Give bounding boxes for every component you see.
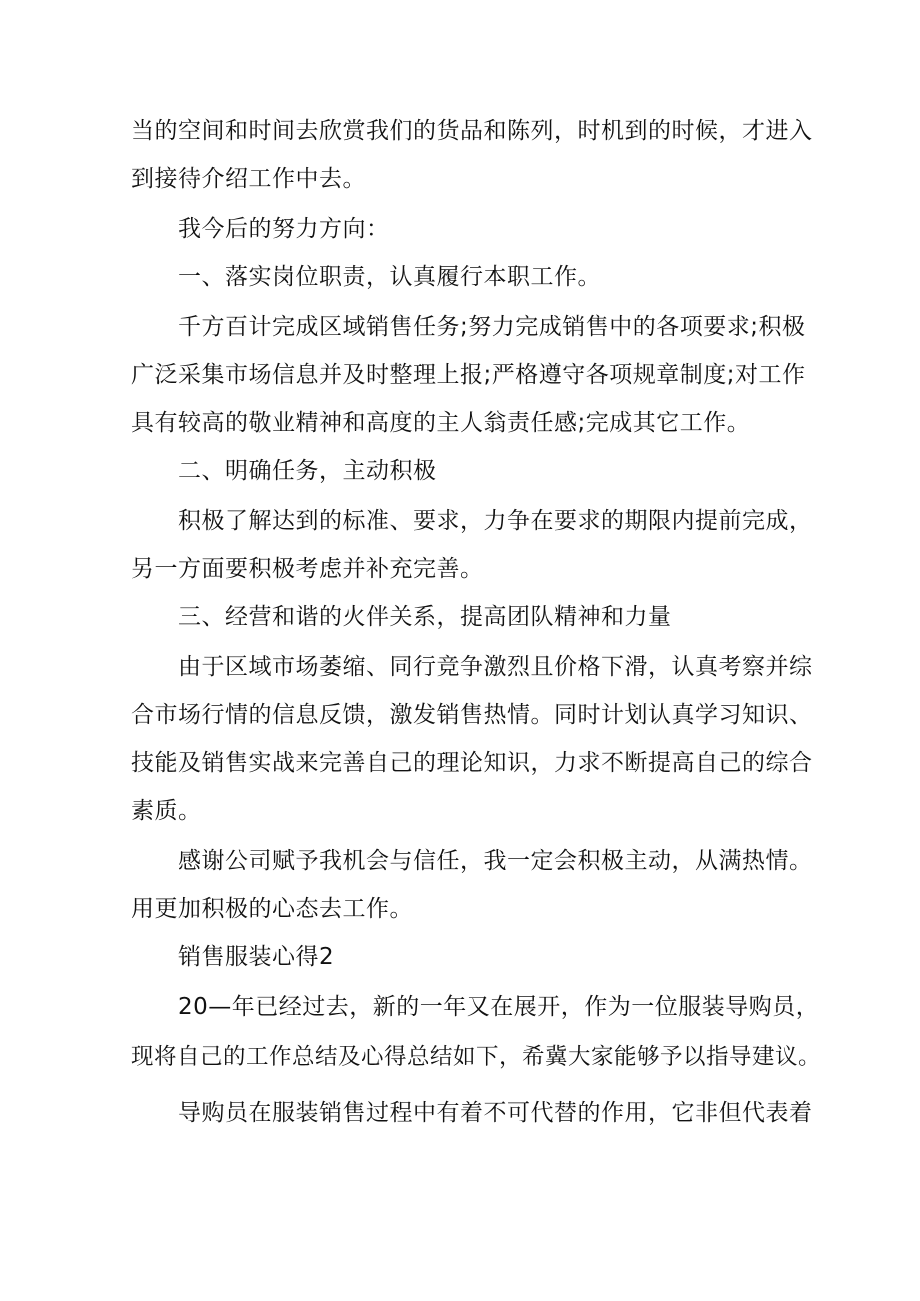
text-line: 用更加积极的心态去工作。 [131,896,413,922]
text-line: 千方百计完成区域销售任务;努力完成销售中的各项要求;积极 [178,314,806,340]
text-line: 20—年已经过去，新的一年又在展开，作为一位服装导购员， [178,994,820,1020]
text-line: 由于区域市场萎缩、同行竞争激烈且价格下滑，认真考察并综 [178,654,813,680]
text-line: 合市场行情的信息反馈，激发销售热情。同时计划认真学习知识、 [131,702,813,728]
text-line: 积极了解达到的标准、要求，力争在要求的期限内提前完成， [178,508,813,534]
text-line: 素质。 [131,798,202,824]
text-line: 感谢公司赋予我机会与信任，我一定会积极主动，从满热情。 [178,848,813,874]
section-heading: 一、落实岗位职责，认真履行本职工作。 [178,264,601,290]
section-heading: 二、明确任务，主动积极 [178,458,437,484]
text-line: 我今后的努力方向： [178,216,390,242]
text-line: 当的空间和时间去欣赏我们的货品和陈列，时机到的时候，才进入 [131,118,813,144]
text-line: 到接待介绍工作中去。 [131,166,366,192]
section-title: 销售服装心得2 [178,944,335,970]
section-heading: 三、经营和谐的火伴关系，提高团队精神和力量 [178,604,672,630]
text-line: 导购员在服装销售过程中有着不可代替的作用，它非但代表着 [178,1100,813,1126]
text-line: 具有较高的敬业精神和高度的主人翁责任感;完成其它工作。 [131,410,751,436]
text-line: 技能及销售实战来完善自己的理论知识，力求不断提高自己的综合 [131,750,813,776]
text-line: 广泛采集市场信息并及时整理上报;严格遵守各项规章制度;对工作 [131,362,806,388]
text-line: 另一方面要积极考虑并补充完善。 [131,556,484,582]
text-line: 现将自己的工作总结及心得总结如下，希冀大家能够予以指导建议。 [131,1044,822,1070]
